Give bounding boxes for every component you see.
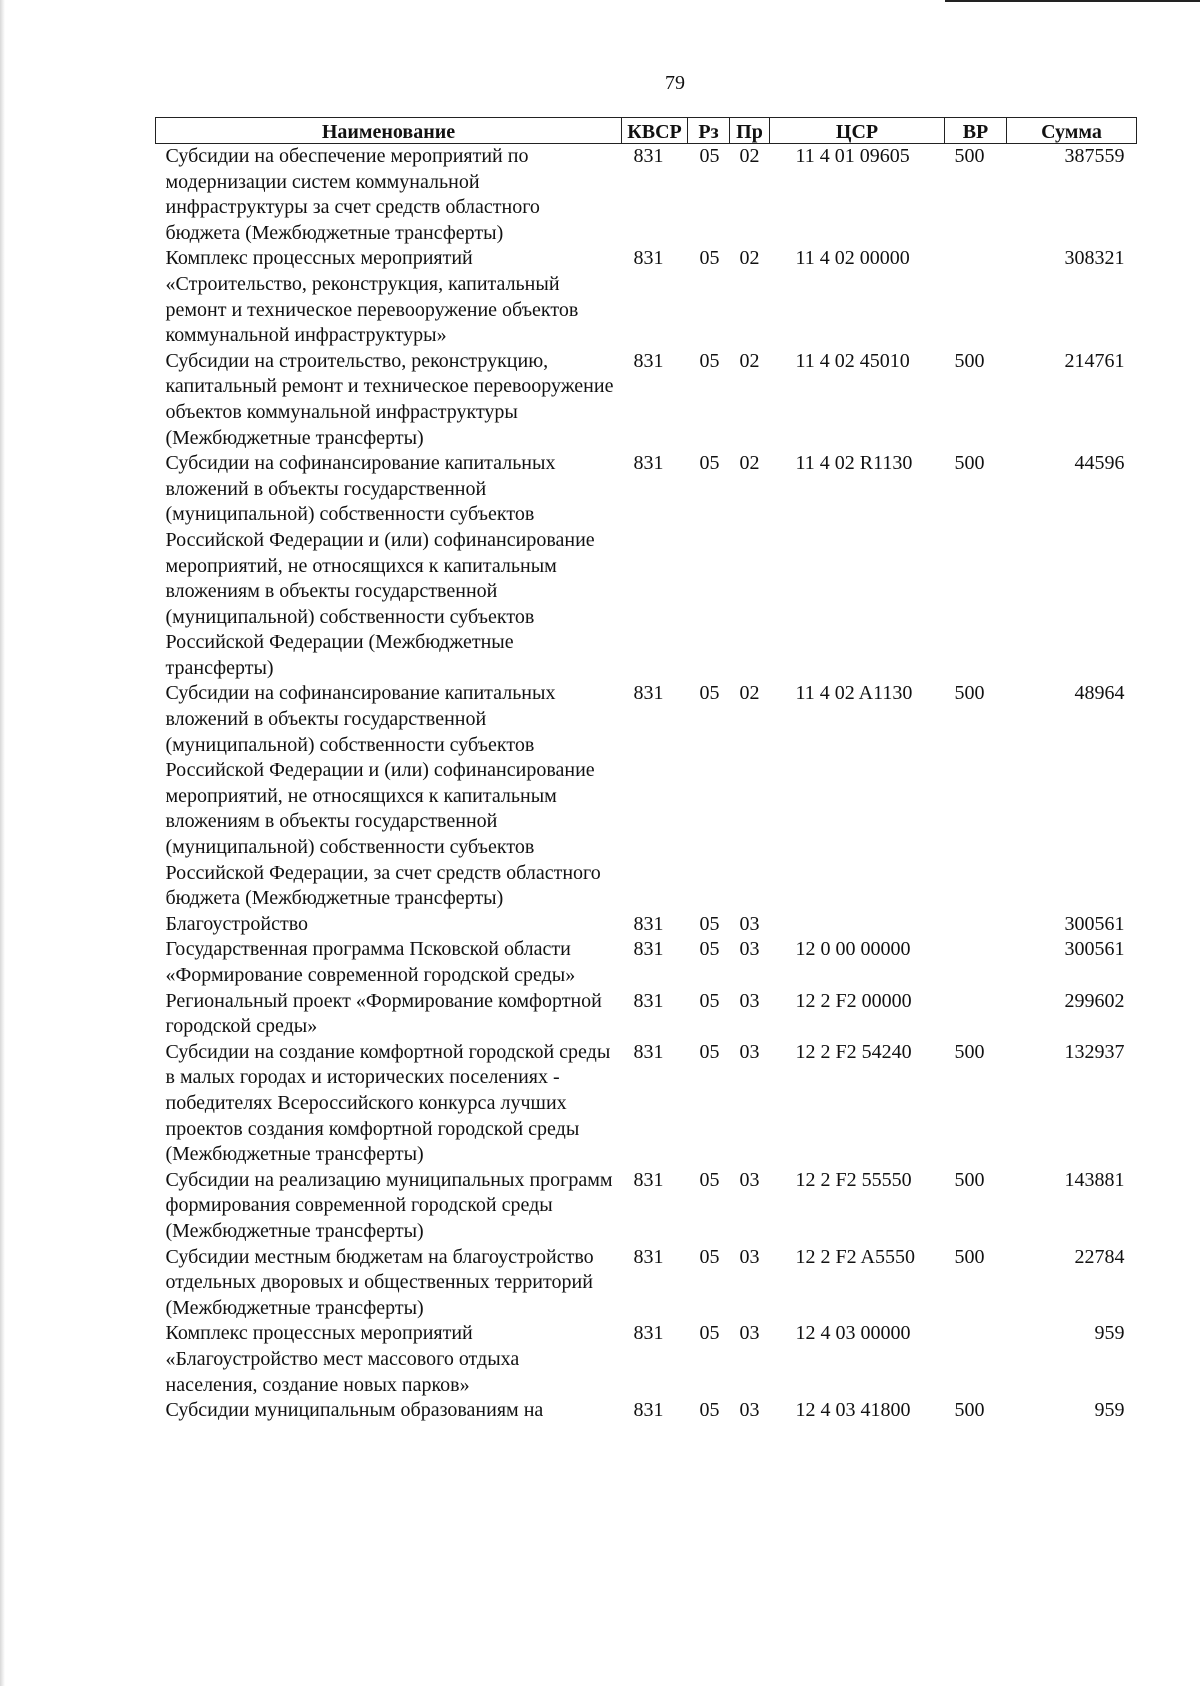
cell-pr: 02 <box>739 247 760 270</box>
cell-pr: 03 <box>739 1399 760 1422</box>
cell-kvsr: 831 <box>633 247 664 270</box>
cell-rz: 05 <box>699 682 720 705</box>
cell-rz: 05 <box>699 247 720 270</box>
cell-pr: 03 <box>739 1040 760 1063</box>
cell-kvsr: 831 <box>633 349 664 372</box>
cell-pr: 02 <box>739 349 760 372</box>
cell-sum: 132937 <box>1064 1040 1125 1063</box>
cell-kvsr: 831 <box>633 1168 664 1191</box>
cell-sum: 300561 <box>1064 912 1125 935</box>
table-row <box>156 1398 1137 1424</box>
cell-pr: 03 <box>739 1168 760 1191</box>
cell-csr: 12 0 00 00000 <box>795 938 911 961</box>
table-body <box>156 144 1137 1424</box>
cell-name: Субсидии муниципальным образованиям на <box>165 1399 544 1422</box>
cell-csr: 11 4 02 45010 <box>795 349 910 372</box>
table-header <box>156 118 1137 144</box>
cell-sum: 387559 <box>1064 145 1125 167</box>
cell-vr <box>945 246 1007 348</box>
cell-vr: 500 <box>954 349 985 372</box>
cell-csr: 12 2 F2 55550 <box>795 1168 912 1191</box>
cell-kvsr: 831 <box>633 145 664 167</box>
cell-sum: 959 <box>1094 1322 1125 1345</box>
table-row <box>156 681 1137 911</box>
cell-csr: 11 4 02 00000 <box>795 247 910 270</box>
table-row <box>156 937 1137 988</box>
cell-kvsr: 831 <box>633 989 664 1012</box>
cell-sum: 308321 <box>1064 247 1125 270</box>
cell-kvsr: 831 <box>633 452 664 475</box>
cell-rz: 05 <box>699 912 720 935</box>
cell-vr: 500 <box>954 682 985 705</box>
cell-kvsr: 831 <box>633 1245 664 1268</box>
cell-pr: 03 <box>739 989 760 1012</box>
header-pr: Пр <box>730 118 770 144</box>
table-row <box>156 451 1137 681</box>
cell-rz: 05 <box>699 452 720 475</box>
cell-kvsr: 831 <box>633 1322 664 1345</box>
cell-kvsr: 831 <box>633 938 664 961</box>
cell-vr <box>945 989 1007 1040</box>
cell-name: Благоустройство <box>165 912 309 935</box>
cell-name: Комплекс процессных мероприятий «Строительство, реконструкция, капитальный ремонт и техническое перевооружение объектов коммунальной инфраструктуры» <box>165 247 579 347</box>
cell-vr: 500 <box>954 145 985 167</box>
cell-kvsr: 831 <box>633 912 664 935</box>
cell-vr: 500 <box>954 1245 985 1268</box>
cell-vr: 500 <box>954 1168 985 1191</box>
cell-rz: 05 <box>699 989 720 1012</box>
cell-name: Субсидии на реализацию муниципальных программ формирования современной городской среды (Межбюджетные трансферты) <box>165 1168 613 1242</box>
cell-sum: 48964 <box>1074 682 1125 705</box>
cell-sum: 300561 <box>1064 938 1125 961</box>
cell-name: Субсидии местным бюджетам на благоустройство отдельных дворовых и общественных территорий (Межбюджетные трансферты) <box>165 1245 594 1319</box>
cell-rz: 05 <box>699 1399 720 1422</box>
cell-name: Субсидии на софинансирование капитальных вложений в объекты государственной (муниципальной) собственности субъектов Российской Федерации и (или) софинансирование мероприятий, не относящихся к капитальным вложениям в объекты государственной (муниципальной) собственности субъектов Российской Федерации, за счет средств областного бюджета (Межбюджетные трансферты) <box>165 682 601 910</box>
cell-csr: 11 4 01 09605 <box>795 145 910 167</box>
header-row <box>156 118 1137 144</box>
cell-pr: 03 <box>739 1322 760 1345</box>
table-row <box>156 1040 1137 1168</box>
cell-kvsr: 831 <box>633 1040 664 1063</box>
cell-name: Комплекс процессных мероприятий «Благоустройство мест массового отдыха населения, создание новых парков» <box>165 1322 520 1396</box>
header-csr: ЦСР <box>770 118 945 144</box>
cell-rz: 05 <box>699 1322 720 1345</box>
page-number: 79 <box>665 72 685 94</box>
cell-pr: 02 <box>739 682 760 705</box>
header-sum: Сумма <box>1007 118 1137 144</box>
cell-name: Субсидии на софинансирование капитальных вложений в объекты государственной (муниципальной) собственности субъектов Российской Федерации и (или) софинансирование мероприятий, не относящихся к капитальным вложениям в объекты государственной (муниципальной) собственности субъектов Российской Федерации (Межбюджетные трансферты) <box>165 452 595 679</box>
cell-pr: 02 <box>739 145 760 167</box>
cell-kvsr: 831 <box>633 682 664 705</box>
cell-kvsr: 831 <box>633 1399 664 1422</box>
cell-csr: 11 4 02 R1130 <box>795 452 913 475</box>
cell-csr: 12 4 03 41800 <box>795 1399 911 1422</box>
table-row <box>156 246 1137 348</box>
table-row <box>156 144 1137 247</box>
cell-name: Государственная программа Псковской области «Формирование современной городской среды» <box>165 938 576 986</box>
cell-rz: 05 <box>699 1168 720 1191</box>
top-rule <box>945 0 1200 2</box>
cell-pr: 02 <box>739 452 760 475</box>
cell-sum: 299602 <box>1064 989 1125 1012</box>
scan-edge-shadow <box>0 0 5 1686</box>
cell-vr <box>945 1321 1007 1398</box>
cell-pr: 03 <box>739 1245 760 1268</box>
cell-rz: 05 <box>699 349 720 372</box>
cell-csr: 11 4 02 A1130 <box>795 682 913 705</box>
cell-csr: 12 2 F2 00000 <box>795 989 912 1012</box>
table-row <box>156 349 1137 451</box>
cell-vr <box>945 912 1007 938</box>
cell-csr: 12 2 F2 54240 <box>795 1040 912 1063</box>
budget-table <box>155 117 1137 1424</box>
cell-sum: 44596 <box>1074 452 1125 475</box>
cell-rz: 05 <box>699 145 720 167</box>
table-row <box>156 1321 1137 1398</box>
header-rz: Рз <box>688 118 730 144</box>
budget-table-container <box>155 117 1136 1424</box>
cell-vr: 500 <box>954 1040 985 1063</box>
table-row <box>156 1245 1137 1322</box>
cell-sum: 22784 <box>1074 1245 1125 1268</box>
cell-pr: 03 <box>739 912 760 935</box>
cell-sum: 959 <box>1094 1399 1125 1422</box>
cell-vr <box>945 937 1007 988</box>
cell-rz: 05 <box>699 938 720 961</box>
cell-name: Субсидии на создание комфортной городской среды в малых городах и исторических поселениях - победителях Всероссийского конкурса лучших проектов создания комфортной городской среды (Межбюджетные трансферты) <box>165 1040 611 1166</box>
cell-vr: 500 <box>954 1399 985 1422</box>
header-kvsr: КВСР <box>622 118 688 144</box>
cell-sum: 214761 <box>1064 349 1125 372</box>
table-row <box>156 912 1137 938</box>
cell-vr: 500 <box>954 452 985 475</box>
cell-pr: 03 <box>739 938 760 961</box>
cell-csr: 12 4 03 00000 <box>795 1322 911 1345</box>
header-name: Наименование <box>156 118 622 144</box>
cell-name: Региональный проект «Формирование комфортной городской среды» <box>165 989 602 1038</box>
cell-sum: 143881 <box>1064 1168 1125 1191</box>
cell-csr <box>770 912 945 938</box>
table-row <box>156 1168 1137 1245</box>
table-row <box>156 989 1137 1040</box>
header-vr: ВР <box>945 118 1007 144</box>
cell-csr: 12 2 F2 A5550 <box>795 1245 915 1268</box>
cell-rz: 05 <box>699 1040 720 1063</box>
cell-name: Субсидии на обеспечение мероприятий по модернизации систем коммунальной инфраструктуры за счет средств областного бюджета (Межбюджетные трансферты) <box>165 145 540 244</box>
cell-name: Субсидии на строительство, реконструкцию, капитальный ремонт и техническое перевооружение объектов коммунальной инфраструктуры (Межбюджетные трансферты) <box>165 349 614 449</box>
cell-rz: 05 <box>699 1245 720 1268</box>
